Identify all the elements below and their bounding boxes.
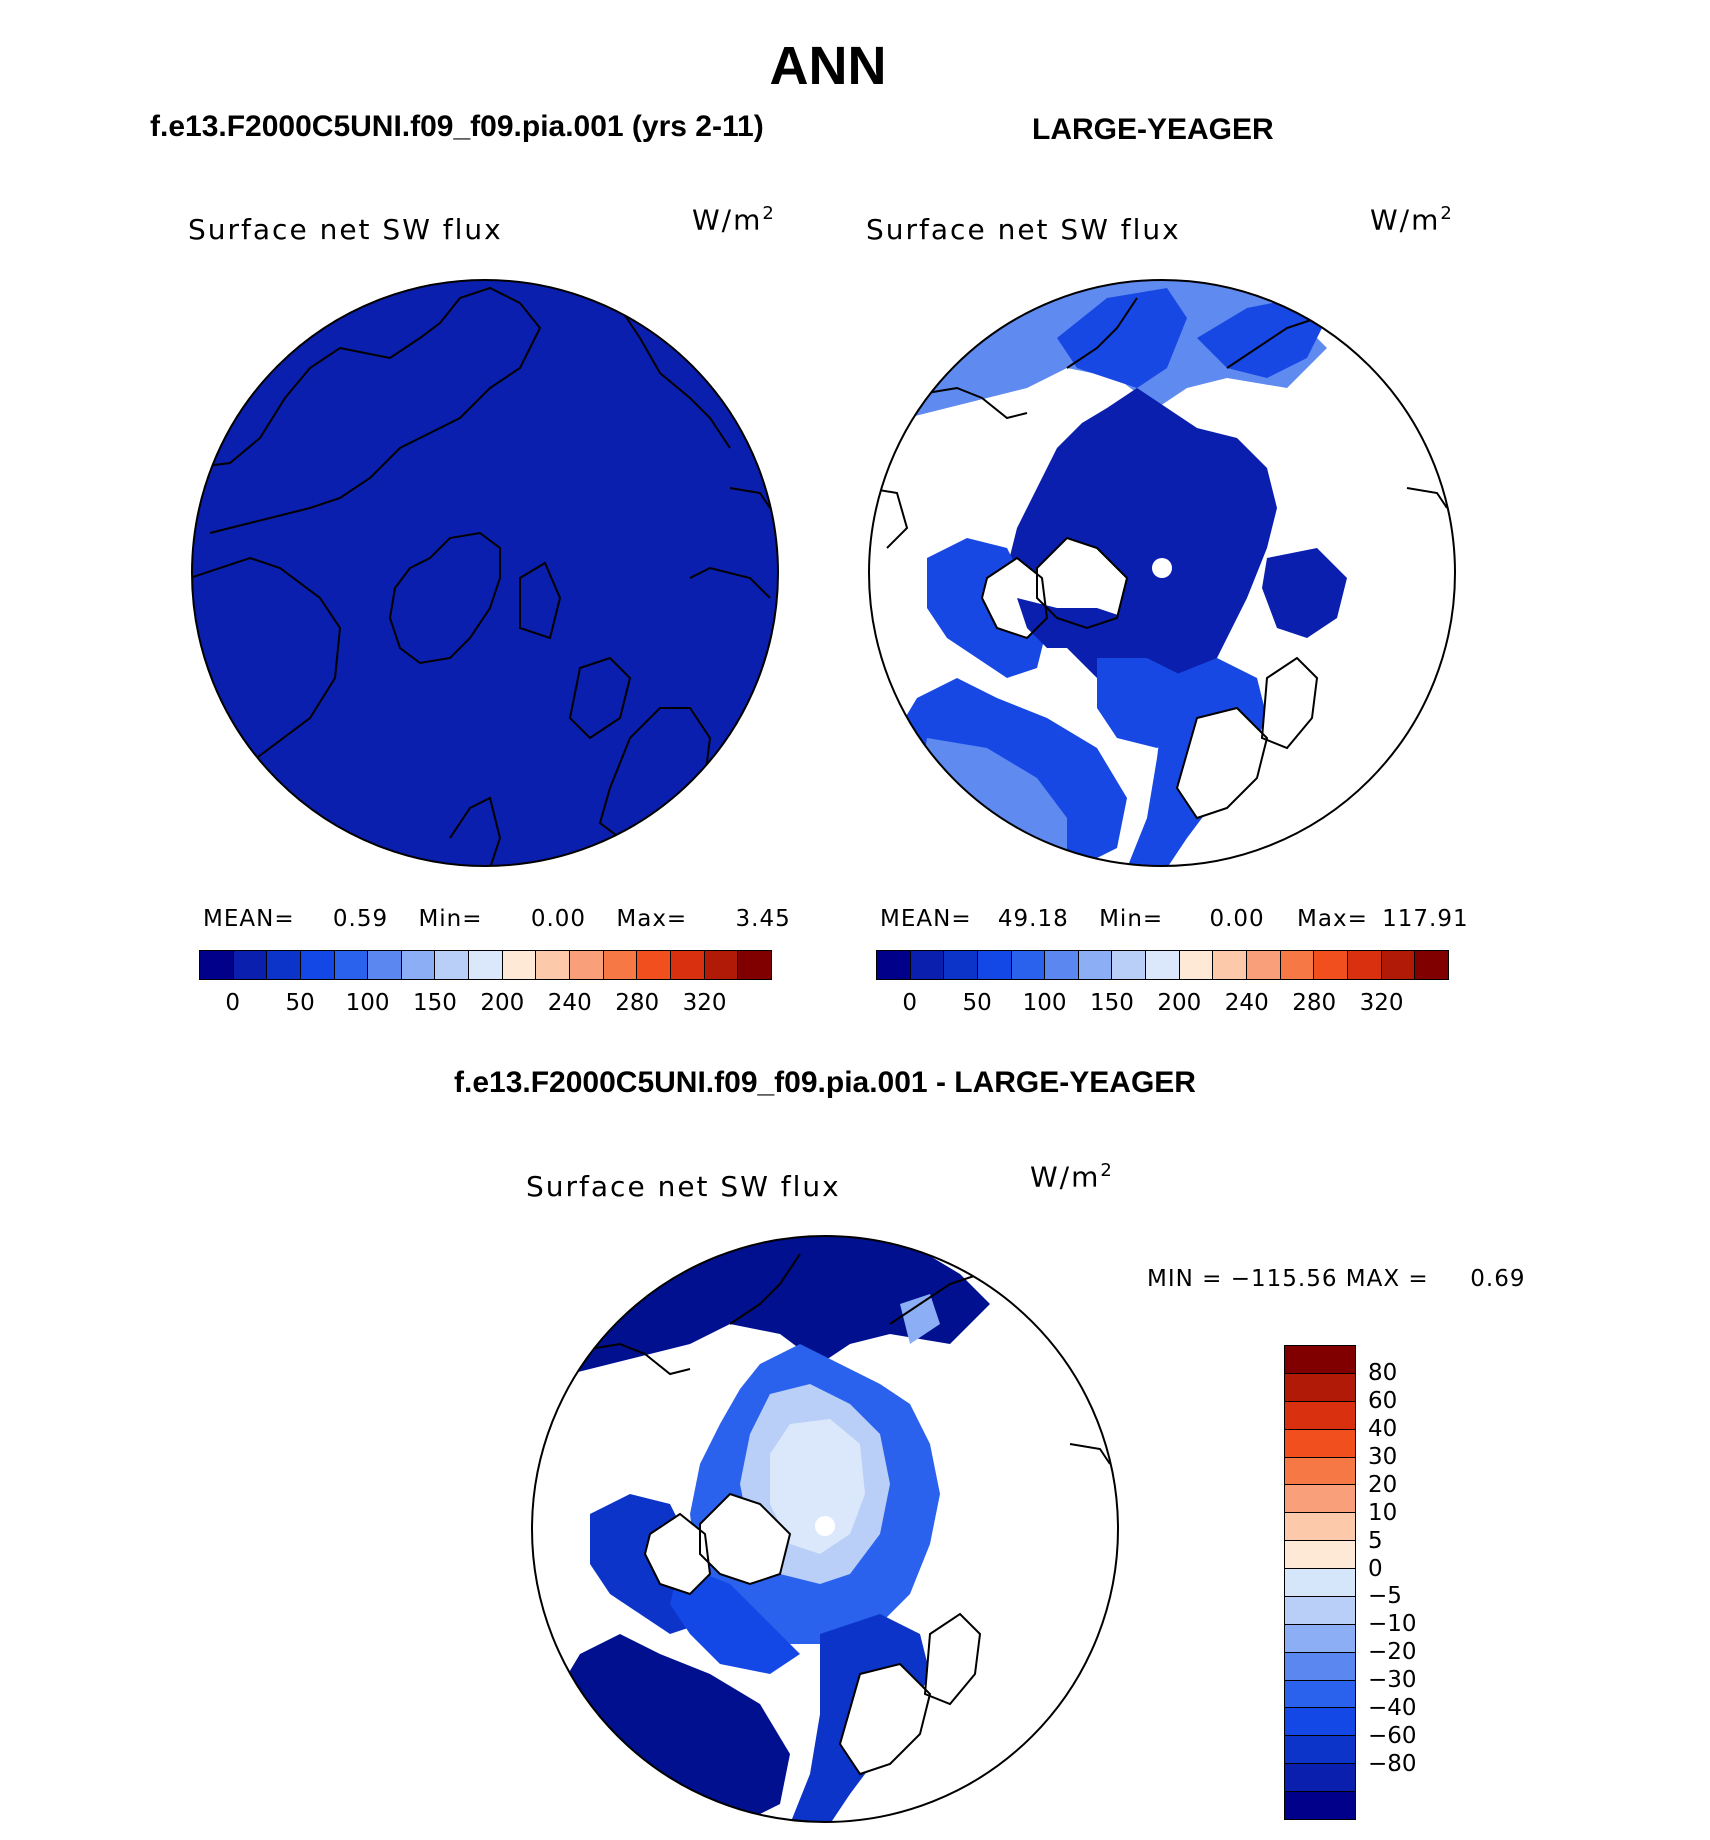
colorbar-swatch bbox=[503, 951, 537, 979]
colorbar-swatch bbox=[1012, 951, 1046, 979]
obs-polar-map bbox=[867, 278, 1457, 868]
colorbar-swatch bbox=[1079, 951, 1113, 979]
colorbar-swatch bbox=[1348, 951, 1382, 979]
colorbar-swatch bbox=[1382, 951, 1416, 979]
obs-pole-marker bbox=[1152, 558, 1172, 578]
colorbar-tick-label: −5 bbox=[1368, 1583, 1402, 1610]
obs-min-value: 0.00 bbox=[1209, 906, 1265, 932]
obs-units-label bbox=[1370, 203, 1454, 236]
colorbar-swatch bbox=[637, 951, 671, 979]
colorbar-swatch bbox=[1285, 1541, 1355, 1569]
colorbar-tick-label: 240 bbox=[1224, 990, 1269, 1016]
model-units-label bbox=[692, 203, 776, 236]
model-mean-label: MEAN= bbox=[203, 906, 295, 932]
obs-case-title: LARGE-YEAGER bbox=[1032, 113, 1274, 146]
colorbar-swatch bbox=[402, 951, 436, 979]
colorbar-swatch bbox=[911, 951, 945, 979]
colorbar-tick-label: 40 bbox=[1368, 1415, 1398, 1442]
obs-mean-label: MEAN= bbox=[880, 906, 972, 932]
colorbar-tick-label: 100 bbox=[345, 990, 390, 1016]
colorbar-swatch bbox=[1146, 951, 1180, 979]
main-title: ANN bbox=[769, 36, 887, 96]
colorbar-swatch bbox=[944, 951, 978, 979]
colorbar-swatch bbox=[1285, 1402, 1355, 1430]
model-units-text: W/m bbox=[692, 203, 763, 237]
colorbar-tick-label: 5 bbox=[1368, 1527, 1383, 1554]
model-min-value: 0.00 bbox=[530, 906, 587, 932]
model-polar-map bbox=[190, 278, 780, 868]
colorbar-swatch bbox=[368, 951, 402, 979]
obs-max-label: Max= bbox=[1297, 906, 1368, 932]
diff-units-label bbox=[1030, 1160, 1114, 1193]
colorbar-tick-label: −80 bbox=[1368, 1751, 1417, 1778]
diff-colorbar bbox=[1284, 1345, 1356, 1820]
colorbar-tick-label: 200 bbox=[480, 990, 525, 1016]
obs-units-exp: 2 bbox=[1440, 203, 1454, 224]
colorbar-swatch bbox=[200, 951, 234, 979]
colorbar-swatch bbox=[1314, 951, 1348, 979]
colorbar-swatch bbox=[1285, 1458, 1355, 1486]
colorbar-tick-label: 320 bbox=[1359, 990, 1404, 1016]
colorbar-swatch bbox=[1180, 951, 1214, 979]
colorbar-swatch bbox=[877, 951, 911, 979]
colorbar-tick-label: 0 bbox=[225, 990, 241, 1016]
colorbar-swatch bbox=[1285, 1653, 1355, 1681]
colorbar-tick-label: 240 bbox=[547, 990, 592, 1016]
model-mean-value: 0.59 bbox=[332, 906, 389, 932]
colorbar-swatch bbox=[469, 951, 503, 979]
colorbar-swatch bbox=[335, 951, 369, 979]
colorbar-tick-label: 280 bbox=[1292, 990, 1337, 1016]
diff-pole-marker bbox=[815, 1516, 835, 1536]
diff-case-title: f.e13.F2000C5UNI.f09_f09.pia.001 - LARGE-YEAGER bbox=[454, 1066, 1196, 1099]
colorbar-tick-label: −10 bbox=[1368, 1611, 1417, 1638]
model-field-label: Surface net SW flux bbox=[188, 213, 503, 246]
colorbar-swatch bbox=[536, 951, 570, 979]
colorbar-swatch bbox=[1281, 951, 1315, 979]
colorbar-tick-label: 200 bbox=[1157, 990, 1202, 1016]
colorbar-tick-label: 150 bbox=[412, 990, 457, 1016]
colorbar-swatch bbox=[1247, 951, 1281, 979]
colorbar-swatch bbox=[267, 951, 301, 979]
obs-max-value: 117.91 bbox=[1382, 906, 1469, 932]
colorbar-tick-label: −30 bbox=[1368, 1667, 1417, 1694]
colorbar-swatch bbox=[1285, 1513, 1355, 1541]
colorbar-tick-label: 320 bbox=[682, 990, 727, 1016]
colorbar-swatch bbox=[570, 951, 604, 979]
colorbar-tick-label: 10 bbox=[1368, 1499, 1398, 1526]
obs-stats bbox=[880, 906, 1469, 932]
colorbar-tick-label: 280 bbox=[615, 990, 660, 1016]
colorbar-tick-label: 20 bbox=[1368, 1471, 1398, 1498]
colorbar-swatch bbox=[1285, 1374, 1355, 1402]
model-case-title: f.e13.F2000C5UNI.f09_f09.pia.001 (yrs 2-11) bbox=[150, 110, 764, 143]
colorbar-tick-label: 100 bbox=[1022, 990, 1067, 1016]
colorbar-swatch bbox=[1285, 1708, 1355, 1736]
colorbar-swatch bbox=[1285, 1736, 1355, 1764]
model-map-fill bbox=[192, 280, 778, 866]
model-max-label: Max= bbox=[616, 906, 688, 932]
obs-colorbar bbox=[876, 950, 1449, 980]
colorbar-swatch bbox=[1285, 1346, 1355, 1374]
diff-field-label: Surface net SW flux bbox=[526, 1170, 841, 1203]
colorbar-swatch bbox=[1285, 1430, 1355, 1458]
colorbar-tick-label: 50 bbox=[962, 990, 992, 1016]
colorbar-tick-label: −60 bbox=[1368, 1723, 1417, 1750]
colorbar-swatch bbox=[1285, 1764, 1355, 1792]
obs-field-label: Surface net SW flux bbox=[866, 213, 1181, 246]
colorbar-swatch bbox=[604, 951, 638, 979]
colorbar-swatch bbox=[435, 951, 469, 979]
colorbar-swatch bbox=[1285, 1485, 1355, 1513]
model-max-value: 3.45 bbox=[735, 906, 791, 932]
obs-units-text: W/m bbox=[1370, 203, 1441, 237]
colorbar-swatch bbox=[978, 951, 1012, 979]
obs-mean-value: 49.18 bbox=[997, 906, 1069, 932]
colorbar-tick-label: −20 bbox=[1368, 1639, 1417, 1666]
model-min-label: Min= bbox=[418, 906, 483, 932]
colorbar-swatch bbox=[1285, 1681, 1355, 1709]
colorbar-tick-label: −40 bbox=[1368, 1695, 1417, 1722]
colorbar-swatch bbox=[1045, 951, 1079, 979]
colorbar-swatch bbox=[738, 951, 771, 979]
colorbar-tick-label: 150 bbox=[1089, 990, 1134, 1016]
colorbar-swatch bbox=[1285, 1625, 1355, 1653]
colorbar-swatch bbox=[1415, 951, 1448, 979]
colorbar-tick-label: 0 bbox=[1368, 1555, 1383, 1582]
colorbar-swatch bbox=[1213, 951, 1247, 979]
colorbar-swatch bbox=[1285, 1597, 1355, 1625]
colorbar-tick-label: 50 bbox=[285, 990, 315, 1016]
colorbar-tick-label: 30 bbox=[1368, 1443, 1398, 1470]
model-stats bbox=[203, 906, 791, 932]
colorbar-swatch bbox=[671, 951, 705, 979]
colorbar-tick-label: 0 bbox=[902, 990, 918, 1016]
colorbar-tick-label: 60 bbox=[1368, 1387, 1398, 1414]
model-colorbar bbox=[199, 950, 772, 980]
obs-min-label: Min= bbox=[1099, 906, 1164, 932]
colorbar-swatch bbox=[1112, 951, 1146, 979]
model-units-exp: 2 bbox=[762, 203, 776, 224]
colorbar-tick-label: 80 bbox=[1368, 1359, 1398, 1386]
diff-units-exp: 2 bbox=[1100, 1160, 1114, 1181]
diff-minmax: MIN = −115.56 MAX = 0.69 bbox=[1147, 1266, 1526, 1292]
colorbar-swatch bbox=[705, 951, 739, 979]
colorbar-swatch bbox=[234, 951, 268, 979]
colorbar-swatch bbox=[301, 951, 335, 979]
colorbar-swatch bbox=[1285, 1569, 1355, 1597]
diff-units-text: W/m bbox=[1030, 1160, 1101, 1194]
colorbar-swatch bbox=[1285, 1792, 1355, 1819]
diff-polar-map bbox=[530, 1234, 1120, 1824]
